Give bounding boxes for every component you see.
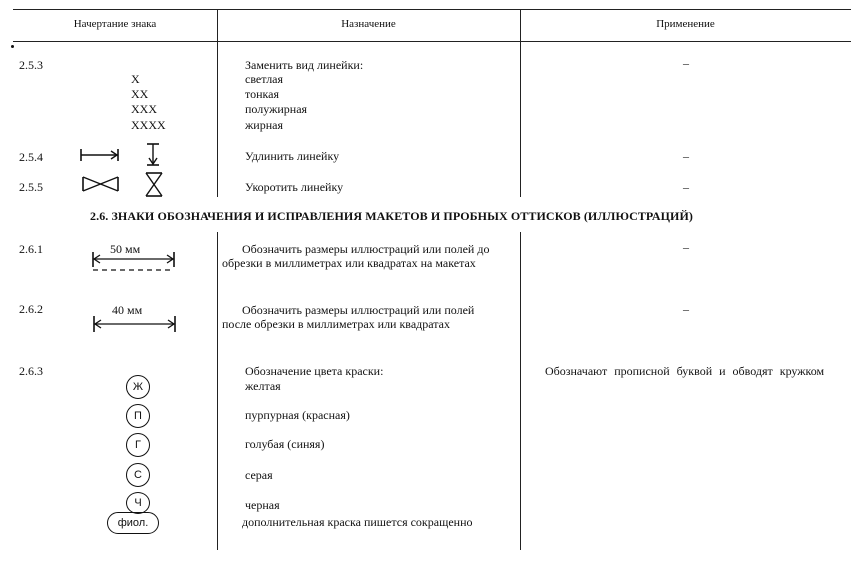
row-number: 2.5.3 xyxy=(19,58,43,72)
color-label: серая xyxy=(245,468,273,482)
row-application: – xyxy=(683,56,689,70)
size-before-trim-sign-icon xyxy=(92,251,176,273)
color-label: черная xyxy=(245,498,280,512)
row-number: 2.5.5 xyxy=(19,180,43,194)
row-application: – xyxy=(683,302,689,316)
row-title: Обозначение цвета краски: xyxy=(245,364,384,378)
column-divider-1-body-b xyxy=(217,232,218,550)
header-bottom-rule xyxy=(13,41,851,42)
row-number: 2.5.4 xyxy=(19,150,43,164)
row-application: Обозначают прописной буквой и обводят кружком xyxy=(545,364,825,378)
header-sign: Начертание знака xyxy=(73,18,157,30)
sign-xx: XX xyxy=(131,87,149,101)
row-application: – xyxy=(683,149,689,163)
sign-xxx: XXX xyxy=(131,102,157,116)
column-divider-2-body-b xyxy=(520,232,521,550)
type-light: светлая xyxy=(245,72,284,86)
header-application: Применение xyxy=(656,18,715,30)
row-number: 2.6.3 xyxy=(19,364,43,378)
type-thin: тонкая xyxy=(245,87,280,101)
column-divider-1-body-a xyxy=(217,42,218,197)
row-text: Обозначить размеры иллюстраций или полей после обрезки в миллиметрах или квадратах xyxy=(222,303,475,331)
header-purpose: Назначение xyxy=(341,18,396,30)
section-title: 2.6. ЗНАКИ ОБОЗНАЧЕНИЯ И ИСПРАВЛЕНИЯ МАКЕТОВ И ПРОБНЫХ ОТТИСКОВ (ИЛЛЮСТРАЦИЙ) xyxy=(90,209,693,223)
color-sign-black: Ч xyxy=(126,492,150,514)
color-sign-extra: фиол. xyxy=(107,512,159,534)
row-title: Заменить вид линейки: xyxy=(245,58,364,72)
color-label: голубая (синяя) xyxy=(245,437,325,451)
lengthen-horizontal-sign-icon xyxy=(80,147,120,163)
table-top-rule xyxy=(13,9,851,10)
color-sign-cyan: Г xyxy=(126,433,150,457)
color-sign-magenta: П xyxy=(126,404,150,428)
column-divider-2-body-a xyxy=(520,42,521,197)
row-application: – xyxy=(683,240,689,254)
color-sign-yellow: Ж xyxy=(126,375,150,399)
shorten-vertical-sign-icon xyxy=(145,172,163,197)
margin-dot xyxy=(11,45,14,48)
type-bold: жирная xyxy=(245,118,283,132)
row-application: – xyxy=(683,180,689,194)
row-text: Укоротить линейку xyxy=(245,180,344,194)
shorten-horizontal-sign-icon xyxy=(82,176,120,192)
size-after-trim-sign-icon xyxy=(93,315,177,333)
dimension-label: 50 мм xyxy=(110,242,141,256)
color-label: пурпурная (красная) xyxy=(245,408,350,422)
sign-xxxx: XXXX xyxy=(131,118,166,132)
color-label: желтая xyxy=(245,379,281,393)
row-text: Удлинить линейку xyxy=(245,149,340,163)
lengthen-vertical-sign-icon xyxy=(144,143,162,167)
color-sign-gray: С xyxy=(126,463,150,487)
type-semibold: полужирная xyxy=(245,102,308,116)
color-label: дополнительная краска пишется сокращенно xyxy=(242,515,473,529)
row-number: 2.6.1 xyxy=(19,242,43,256)
row-text: Обозначить размеры иллюстраций или полей до обрезки в миллиметрах или квадратах на макетах xyxy=(222,242,490,270)
sign-x: X xyxy=(131,72,140,86)
dimension-label: 40 мм xyxy=(112,303,143,317)
row-number: 2.6.2 xyxy=(19,302,43,316)
